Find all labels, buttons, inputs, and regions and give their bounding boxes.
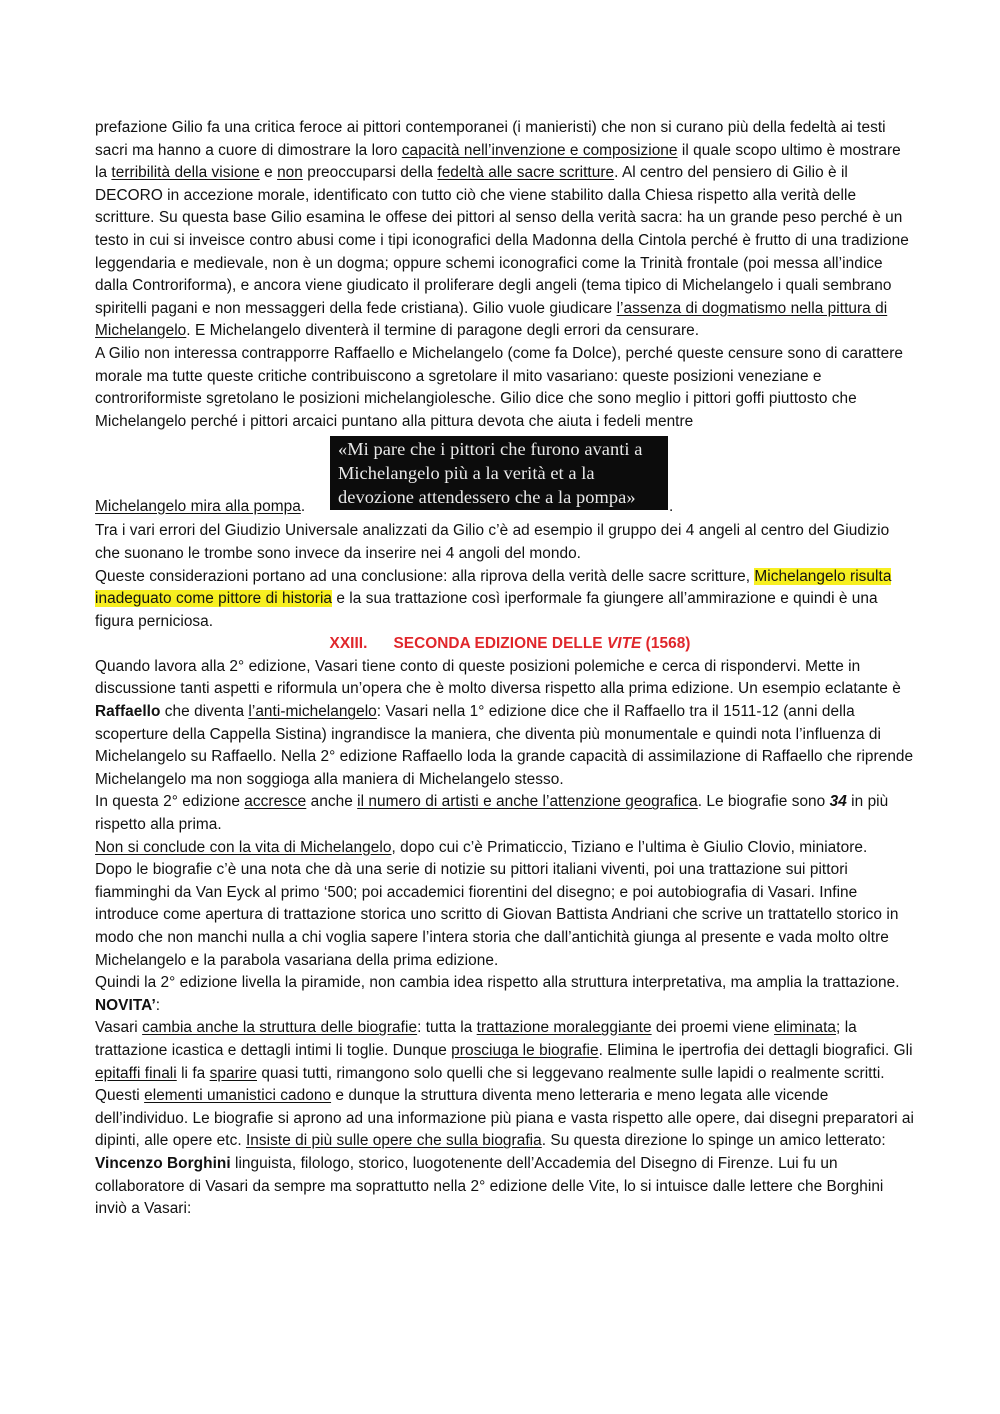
underlined-phrase: terribilità della visione [111, 164, 260, 182]
bold-phrase: Vincenzo Borghini [95, 1154, 231, 1172]
text-run: . Elimina le ipertrofia dei dettagli biografici. Gli [598, 1041, 913, 1059]
underlined-phrase: epitaffi finali [95, 1064, 177, 1082]
section-heading [95, 633, 917, 656]
bold-phrase: NOVITA’ [95, 996, 156, 1014]
bold-phrase: Raffaello [95, 703, 161, 721]
text-run: anche [306, 793, 358, 811]
underlined-phrase: elementi umanistici cadono [144, 1087, 332, 1105]
text-run: preoccuparsi della [302, 164, 438, 182]
text-run: li fa [176, 1064, 210, 1082]
text-run: . Al centro del pensiero di Gilio è il DECORO in accezione morale, identificato con tutto ciò che viene stabilito dalla Chiesa rispetto alla verità delle scritture. Su questa base Gilio esamina le offese dei pittori al senso della verità sacra: ha un grande peso perché è un testo in cui si inveisce contro abusi come i tipi iconografici della Madonna della Cintola perché è frutto di una tradizione leggendaria e medievale, non è un dogma; oppure schemi iconografici come la Trinità frontale (poi messa all’indice dalla Controriforma), e ancora viene giudicato il proliferare degli angeli (tema tipico di Michelangelo i quali sembrano spiritelli pagani e non messaggeri della fede cristiana). Gilio vuole giudicare [95, 164, 909, 317]
underlined-phrase: il numero di artisti e anche l’attenzione geografica [357, 793, 698, 811]
heading-title: SECONDA EDIZIONE DELLE [393, 635, 607, 653]
document-page [95, 117, 917, 1221]
paragraph-artists-number [95, 791, 917, 836]
paragraph-biographies-note: Dopo le biografie c’è una nota che dà una serie di notizie su pittori italiani viventi, poi una trattazione sui pittori fiamminghi da Van Eyck al primo ‘500; poi accademici fiorentini del disegno; e poi autobiografia di Vasari. Infine introduce come apertura di trattazione storica uno scritto di Giovan Battista Andriani che scrive un trattatello storico in modo che non manchi nulla a chi voglia sapere l’intera storia che dall’antichità giunga al presente e vada molto oltre Michelangelo e la parabola vasariana della prima edizione. [95, 861, 899, 969]
text-run: il quale scopo ultimo è mostrare la [95, 141, 901, 182]
text-run: Queste considerazioni portano ad una conclusione: alla riprova della verità delle sacre scritture, [95, 567, 755, 585]
underlined-phrase: accresce [244, 793, 307, 811]
underlined-phrase: fedeltà alle sacre scritture [437, 164, 615, 182]
text-run: . [300, 497, 306, 515]
text-run: . Le biografie sono [697, 793, 830, 811]
paragraph-conclusion [95, 566, 917, 634]
text-run: , dopo cui c’è Primaticcio, Tiziano e l’ultima è Giulio Clovio, miniatore. [391, 838, 868, 856]
underlined-phrase: l’assenza di dogmatismo nella pittura di Michelangelo [95, 299, 888, 340]
heading-number: XXIII. [329, 635, 368, 653]
paragraph-gilio-critique [95, 117, 917, 343]
text-run: in più rispetto alla prima. [95, 793, 889, 834]
paragraph-giudizio-errors: Tra i vari errori del Giudizio Universale analizzati da Gilio c’è ad esempio il gruppo dei 4 angeli al centro del Giudizio che suonano le trombe sono invece da inserire nei 4 angoli del mondo. [95, 522, 890, 562]
quote-image [330, 436, 668, 510]
text-run: In questa 2° edizione [95, 793, 245, 811]
text-run: . [669, 497, 674, 515]
text-run: Quando lavora alla 2° edizione, Vasari tiene conto di queste posizioni polemiche e cerca di rispondervi. Mette in discussione tanti aspetti e riformula un’opera che è molto diversa rispetto alla prima edizione. Un esempio eclatante è [95, 657, 901, 698]
highlighted-phrase: Michelangelo risulta inadeguato come pittore di historia [95, 567, 892, 608]
heading-title-italic: VITE [606, 635, 642, 653]
text-run: quasi tutti, rimangono solo quelli che si leggevano realmente sulle lapidi o realmente scritti. Questi [95, 1064, 885, 1105]
text-run: ; la trattazione icastica e dettagli intimi li toglie. Dunque [95, 1019, 857, 1059]
bold-italic-number: 34 [829, 793, 847, 811]
novita-label [95, 995, 917, 1018]
underlined-phrase: prosciuga le biografie [451, 1041, 599, 1059]
quote-image-line: Michelangelo più a la verità et a la [338, 462, 595, 483]
text-run: dei proemi viene [651, 1019, 774, 1037]
paragraph-structure-changes [95, 1017, 917, 1220]
quote-image-line: «Mi pare che i pittori che furono avanti a [338, 439, 643, 460]
quote-line-text [95, 496, 305, 519]
text-run: : Vasari nella 1° edizione dice che il Raffaello tra il 1511-12 (anni della scoperture della Cappella Sistina) ingrandisce la maniera, che diventa più monumentale e quindi nota l’influenza di Michelangelo su Raffaello. Nella 2° edizione Raffaello loda la grande capacità di assimilazione di Raffaello che riprende Michelangelo ma non soggioga alla maniera di Michelangelo stesso. [95, 703, 914, 788]
paragraph-second-edition [95, 656, 917, 792]
underlined-phrase: sparire [209, 1064, 258, 1082]
text-run: che diventa [160, 703, 249, 721]
text-run: linguista, filologo, storico, luogotenente dell’Accademia del Disegno di Firenze. Lui fu un collaboratore di Vasari da sempre ma soprattutto nella 2° edizione delle Vite, lo si intuisce dalle lettere che Borghini inviò a Vasari: [95, 1154, 884, 1218]
text-run: . E Michelangelo diventerà il termine di paragone degli errori da censurare. [186, 322, 700, 340]
text-run: e [259, 164, 278, 182]
text-run: e dunque la struttura diventa meno letteraria e meno legata alle vicende dell’individuo. Le biografie si aprono ad una informazione più piana e vasta rispetto alle opere, dai disegni preparatori ai dipinti, alle opere etc. [95, 1087, 915, 1150]
underlined-phrase: Insiste di più sulle opere che sulla biografia [245, 1132, 542, 1150]
paragraph-raffaello-michelangelo: A Gilio non interessa contrapporre Raffaello e Michelangelo (come fa Dolce), perché queste censure sono di carattere morale ma tutte queste critiche contribuiscono a sgretolare il mito vasariano: queste posizioni veneziane e controriformiste sgretolano le posizioni michelangiolesche. Gilio dice che sono meglio i pittori goffi piuttosto che Michelangelo perché i pittori arcaici puntano alla pittura devota che aiuta i fedeli mentre [95, 344, 903, 430]
quote-image-line: devozione attendessero che a la pompa» [338, 486, 636, 507]
text-run: : [155, 996, 161, 1014]
underlined-phrase: trattazione moraleggiante [476, 1019, 652, 1037]
text-run: : tutta la [417, 1019, 477, 1037]
paragraph-pyramid: Quindi la 2° edizione livella la piramide, non cambia idea rispetto alla struttura interpretativa, ma amplia la trattazione. [95, 974, 900, 992]
text-run: Vasari [95, 1019, 143, 1037]
text-run: prefazione Gilio fa una critica feroce ai pittori contemporanei (i manieristi) che non si curano più della fedeltà ai testi sacri ma hanno a cuore di dimostrare la loro [95, 119, 886, 159]
underlined-phrase: cambia anche la struttura delle biografie [142, 1019, 418, 1037]
underlined-phrase: capacità nell’invenzione e composizione [401, 141, 678, 159]
paragraph-conclusion-vite [95, 837, 917, 860]
text-run: e la sua trattazione così iperformale fa giungere all’ammirazione e quindi è una figura perniciosa. [95, 590, 878, 630]
underlined-phrase: eliminata [774, 1019, 837, 1037]
quote-line [95, 433, 917, 520]
heading-year: (1568) [641, 635, 691, 653]
underlined-phrase: Michelangelo mira alla pompa [95, 497, 301, 515]
text-run: . Su questa direzione lo spinge un amico letterato: [541, 1132, 886, 1150]
underlined-phrase: l’anti-michelangelo [248, 703, 377, 721]
underlined-phrase: Non si conclude con la vita di Michelangelo [95, 838, 392, 856]
underlined-phrase: non [277, 164, 303, 182]
